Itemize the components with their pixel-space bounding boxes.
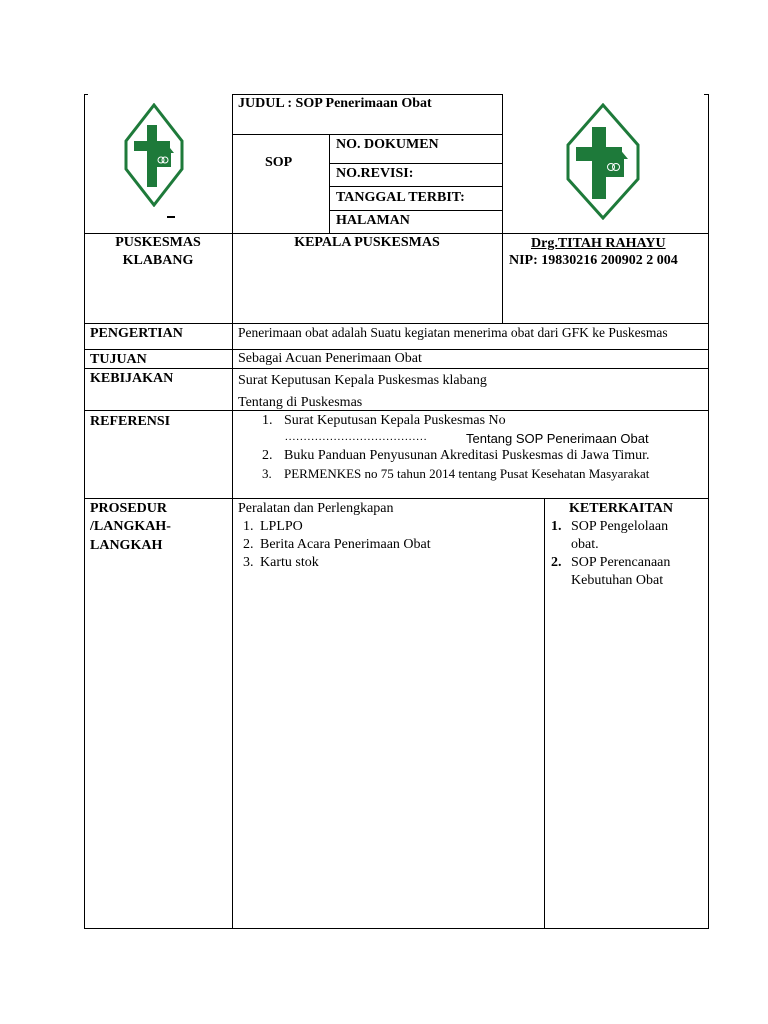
puskesmas-logo-left	[122, 103, 186, 207]
prosedur-label-line2: /LANGKAH-	[90, 519, 171, 534]
referensi-item-2-text: Buku Panduan Penyusunan Akreditasi Puskesmas di Jawa Timur.	[284, 448, 650, 463]
prosedur-item-3-num: 3.	[243, 555, 254, 570]
puskesmas-name-line2: KLABANG	[122, 253, 194, 268]
referensi-label: REFERENSI	[90, 414, 171, 429]
keterkaitan-item-1-line1: SOP Pengelolaan	[571, 519, 669, 534]
keterkaitan-item-2-line1: SOP Perencanaan	[571, 555, 671, 570]
referensi-item-1-dots: ......................................	[285, 431, 428, 443]
halaman-label: HALAMAN	[336, 213, 410, 228]
kebijakan-label: KEBIJAKAN	[90, 371, 174, 386]
signer-name: Drg.TITAH RAHAYU	[531, 236, 666, 251]
tujuan-label: TUJUAN	[90, 352, 147, 367]
keterkaitan-item-2-num: 2.	[551, 555, 562, 570]
prosedur-item-1-num: 1.	[243, 519, 254, 534]
referensi-item-1-text: Surat Keputusan Kepala Puskesmas No	[284, 413, 506, 428]
keterkaitan-heading: KETERKAITAN	[569, 501, 673, 516]
prosedur-label-line1: PROSEDUR	[90, 501, 168, 516]
document-title: JUDUL : SOP Penerimaan Obat	[238, 96, 432, 111]
referensi-item-1-num: 1.	[262, 413, 273, 428]
tujuan-text: Sebagai Acuan Penerimaan Obat	[238, 351, 422, 366]
prosedur-heading: Peralatan dan Perlengkapan	[238, 501, 394, 516]
prosedur-item-2-num: 2.	[243, 537, 254, 552]
referensi-item-1-continuation: Tentang SOP Penerimaan Obat	[466, 431, 649, 446]
keterkaitan-item-1-line2: obat.	[571, 537, 599, 552]
prosedur-item-3-text: Kartu stok	[260, 555, 319, 570]
kepala-puskesmas-label: KEPALA PUSKESMAS	[294, 235, 440, 250]
puskesmas-logo-right	[564, 103, 642, 220]
referensi-item-3-text: PERMENKES no 75 tahun 2014 tentang Pusat Kesehatan Masyarakat	[284, 466, 650, 481]
tanggal-terbit-label: TANGGAL TERBIT:	[336, 190, 465, 205]
puskesmas-logo-icon	[564, 103, 642, 220]
puskesmas-logo-icon	[122, 103, 186, 207]
logo-mark	[167, 216, 175, 218]
kebijakan-line2: Tentang di Puskesmas	[238, 395, 363, 410]
signer-nip: NIP: 19830216 200902 2 004	[509, 253, 678, 268]
referensi-item-2-num: 2.	[262, 448, 273, 463]
prosedur-label-line3: LANGKAH	[90, 538, 163, 553]
keterkaitan-item-2-line2: Kebutuhan Obat	[571, 573, 664, 588]
no-dokumen-label: NO. DOKUMEN	[336, 137, 439, 152]
puskesmas-name-line1: PUSKESMAS	[115, 235, 201, 250]
no-revisi-label: NO.REVISI:	[336, 166, 414, 181]
pengertian-label: PENGERTIAN	[90, 326, 183, 341]
prosedur-item-2-text: Berita Acara Penerimaan Obat	[260, 537, 431, 552]
keterkaitan-item-1-num: 1.	[551, 519, 562, 534]
referensi-item-3-num: 3.	[262, 466, 272, 481]
kebijakan-line1: Surat Keputusan Kepala Puskesmas klabang	[238, 373, 487, 388]
sop-label: SOP	[265, 155, 293, 170]
pengertian-text: Penerimaan obat adalah Suatu kegiatan menerima obat dari GFK ke Puskesmas	[238, 325, 668, 340]
prosedur-item-1-text: LPLPO	[260, 519, 303, 534]
